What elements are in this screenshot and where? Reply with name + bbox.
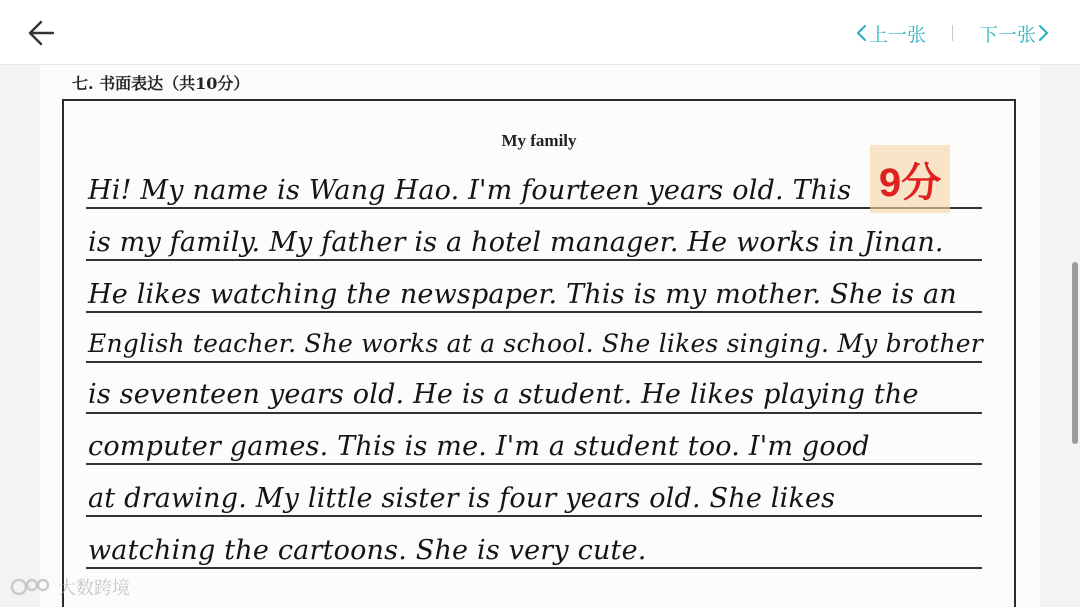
back-button[interactable] [22, 14, 60, 52]
handwriting-line: is seventeen years old. He is a student. He likes playing the [88, 379, 919, 410]
arrow-left-icon [26, 18, 56, 48]
ruled-line [86, 207, 982, 209]
watermark-text: 大数跨境 [58, 578, 130, 599]
top-bar [0, 0, 1080, 65]
pager-divider [952, 25, 953, 41]
handwriting-line: English teacher. She works at a school. She likes singing. My brother [88, 329, 983, 358]
handwriting-line: at drawing. My little sister is four years old. She likes [88, 483, 836, 514]
essay-title: My family [501, 131, 577, 150]
ruled-line [86, 463, 982, 465]
image-pager [855, 18, 1050, 48]
handwriting-line: is my family. My father is a hotel manager. He works in Jinan. [88, 227, 944, 258]
chevron-left-icon [855, 23, 869, 43]
handwriting-line: He likes watching the newspaper. This is my mother. She is an [88, 279, 957, 310]
handwriting-line: computer games. This is me. I'm a student too. I'm good [88, 431, 870, 462]
vertical-scrollbar[interactable] [1072, 262, 1078, 444]
prev-image-label: 上一张 [868, 23, 926, 46]
next-image-button[interactable] [979, 20, 1050, 47]
ruled-line [86, 515, 982, 517]
watermark [10, 572, 130, 602]
ruled-line [86, 311, 982, 313]
chevron-right-icon [1036, 23, 1050, 43]
watermark-logo-icon [10, 575, 50, 599]
prev-image-button[interactable] [855, 20, 926, 47]
score-badge: 9分 [870, 145, 950, 213]
ruled-line [86, 259, 982, 261]
ruled-line [86, 412, 982, 414]
ruled-line [86, 567, 982, 569]
next-image-label: 下一张 [978, 23, 1036, 46]
image-viewer[interactable] [0, 65, 1080, 607]
ruled-line [86, 361, 982, 363]
section-heading: 七. 书面表达（共10分） [72, 74, 250, 93]
handwriting-line: watching the cartoons. She is very cute. [88, 535, 647, 566]
handwriting-line: Hi! My name is Wang Hao. I'm fourteen years old. This [88, 175, 852, 206]
